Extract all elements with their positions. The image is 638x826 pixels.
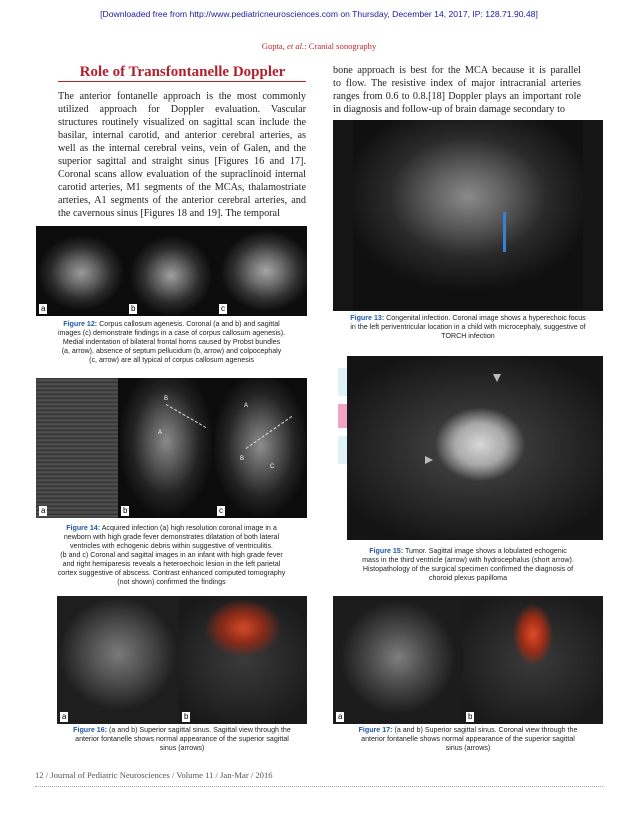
figure-15-caption: Figure 15: Tumor. Sagittal image shows a lobulated echogenic mass in the third ventricle (arrow) with hydrocephalus (short arrow). Histopathology of the surgical specimen confirmed the diagnosis of choroid plexus papilloma (362, 547, 574, 582)
ultrasound-panel (126, 226, 217, 316)
running-head: Gupta, et al.: Cranial sonography (261, 41, 377, 51)
text-line: well as the internal cerebral veins, vein of Galen, and the (58, 143, 306, 154)
text-line: arteries, A1 segments of the anterior cerebral arteries, and (58, 195, 306, 206)
panel-label: b (468, 712, 473, 721)
arrow-marker (503, 212, 506, 252)
ultrasound-panel (118, 378, 215, 518)
ultrasound-panel (216, 226, 307, 316)
figure-16-caption: Figure 16: (a and b) Superior sagittal sinus. Sagittal view through the anterior fontanelle shows normal appearance of the superior sagittal sinus (arrows) (73, 726, 291, 752)
figure-17-caption: Figure 17: (a and b) Superior sagittal sinus. Coronal view through the anterior fontanelle shows normal appearance of the superior sagittal sinus (arrows) (358, 726, 578, 752)
figure-12-image (36, 226, 307, 316)
text-line: superior sagittal and straight sinus [Figures 16 and 17]. (58, 156, 306, 167)
right-column-text (333, 64, 581, 116)
annotation-label: B (240, 456, 245, 462)
ultrasound-panel (36, 378, 119, 518)
ultrasound-panel (57, 596, 180, 724)
figure-14-image (36, 378, 307, 518)
figure-13-caption: Figure 13: Congenital infection. Coronal image shows a hyperechoic focus in the left periventricular location in a child with microcephaly, suggestive of TORCH infection (350, 314, 586, 340)
panel-label: a (62, 712, 67, 721)
section-title: Role of Transfontanelle Doppler (79, 64, 286, 80)
ultrasound-panel (214, 378, 307, 518)
section-rule (58, 81, 306, 82)
arrow-marker (493, 374, 501, 382)
annotation-label: A (158, 430, 163, 436)
figure-17-image (333, 596, 603, 724)
ultrasound-panel (36, 226, 127, 316)
figure-13-image (333, 120, 603, 311)
arrow-marker (425, 456, 433, 464)
measure-line (246, 416, 292, 449)
doppler-panel (463, 596, 603, 724)
footer-rule (35, 786, 603, 787)
annotation-label: A (244, 403, 249, 409)
annotation-label: C (270, 464, 275, 470)
text-line: utilized approach for Doppler evaluation. Vascular (58, 104, 306, 115)
left-column-text (58, 90, 306, 220)
figure-15-image (347, 356, 603, 540)
ultrasound-panel (353, 120, 583, 311)
ultrasound-panel (333, 596, 464, 724)
annotation-label: B (164, 396, 169, 402)
panel-label: b (123, 506, 128, 515)
text-line: basilar, internal carotid, and anterior cerebral arteries, as (58, 130, 306, 141)
panel-label: a (41, 304, 46, 313)
download-notice: [Downloaded free from http://www.pediatricneurosciences.com on Thursday, December 14, 2017, IP: 128.71.90.48] (100, 9, 538, 19)
text-line: in diagnosis and follow-up of brain damage secondary to (333, 104, 565, 115)
text-line: to flow. The resistive index of major intracranial arteries (333, 78, 581, 89)
measure-line (166, 404, 206, 428)
panel-label: c (221, 304, 225, 313)
panel-label: a (41, 506, 46, 515)
text-line: Coronal scans allow evaluation of the supraclinoid internal (58, 169, 306, 180)
panel-label: a (338, 712, 343, 721)
panel-label: c (219, 506, 223, 515)
text-line: bone approach is best for the MCA because it is parallel (333, 65, 581, 76)
doppler-panel (179, 596, 307, 724)
page-footer: 12 / Journal of Pediatric Neurosciences / Volume 11 / Jan-Mar / 2016 (35, 770, 273, 780)
panel-label: b (184, 712, 189, 721)
figure-16-image (57, 596, 307, 724)
text-line: the cavernous sinus [Figures 18 and 19]. The temporal (58, 208, 280, 219)
panel-label: b (131, 304, 136, 313)
figure-14-caption: Figure 14: Acquired infection (a) high resolution coronal image in a newborn with high grade fever demonstrates dilatation of both lateral ventricles with echogenic debris within suggestive of ventriculitis. (b and c) Coronal and sagittal images in an infant with high grade fever and right hemiparesis reveals a heteroechoic lesion in the left parietal cortex suggestive of abscess. Contrast enhanced computed tomography (not shown) confirmed the findings (57, 524, 286, 586)
text-line: ranges from 0.6 to 0.8.[18] Doppler plays an important role (333, 91, 581, 102)
text-line: structures routinely visualized on sagittal scan include the (58, 117, 306, 128)
text-line: carotid arteries, M1 segments of the MCAs, thalamostriate (58, 182, 306, 193)
figure-12-caption: Figure 12: Corpus callosum agenesis. Coronal (a and b) and sagittal images (c) demonstrate findings in a case of corpus callosum agenesis). Medial indentation of bilateral frontal horns caused by Probst bundles (a, arrow), absence of septum pellucidum (b, arrow) and colpocephaly (c, arrow) are all typical of corpus callosum agenesis (57, 320, 286, 364)
ultrasound-panel (347, 356, 603, 540)
text-line: The anterior fontanelle approach is the most commonly (58, 91, 306, 102)
